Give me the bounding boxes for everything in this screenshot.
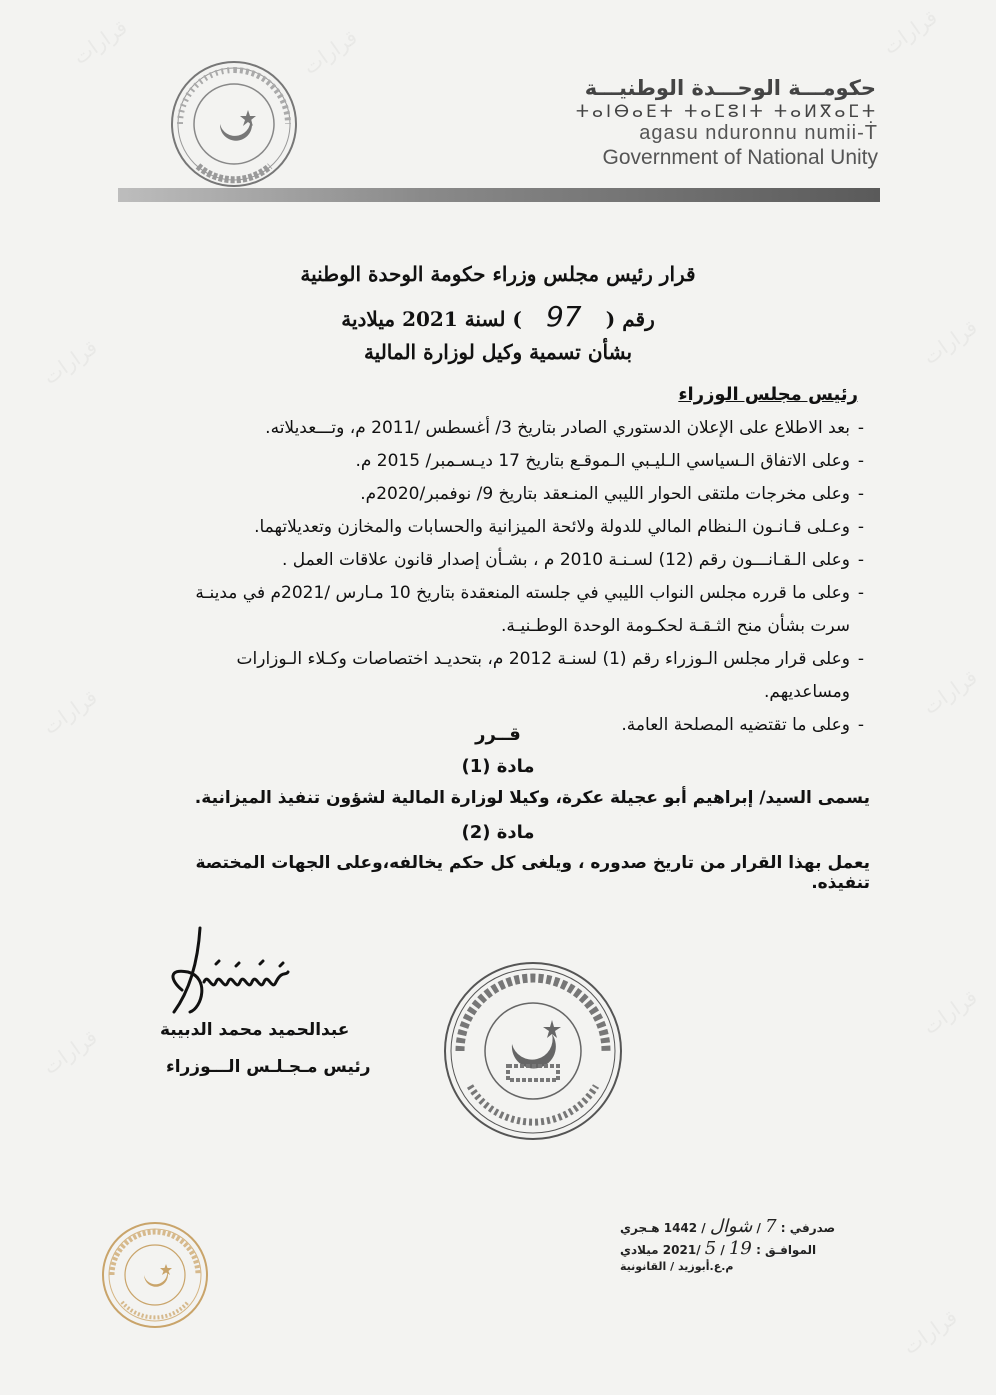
- signatory-name: عبدالحميد محمد الدبيبة: [160, 1020, 350, 1040]
- government-seal-stamp: [168, 58, 300, 190]
- bullet-dash: -: [857, 583, 865, 603]
- bullet-dash: -: [857, 550, 865, 570]
- decree-title: قرار رئيس مجلس وزراء حكومة الوحدة الوطنية: [300, 262, 696, 286]
- bullet-dash: -: [857, 517, 865, 537]
- decision-heading: قــرر: [475, 724, 521, 745]
- header-gov-tifinagh: ⵜⴰⵏⴱⴰⴹⵜ ⵜⴰⵎⵓⵏⵜ ⵜⴰⵍⴳⴰⵎⵜ: [575, 102, 878, 122]
- bullet-dash: -: [857, 715, 865, 735]
- watermark: قرارات: [38, 1024, 102, 1080]
- section-head: رئيس مجلس الوزراء: [678, 384, 858, 405]
- bullet-dash: -: [857, 451, 865, 471]
- list-item: - وعلى الـقـانـــون رقم (12) لسـنـة 2010 م ، بشـأن إصدار قانون علاقات العمل .: [152, 544, 872, 577]
- header-gov-english: Government of National Unity: [602, 146, 878, 169]
- issued-month: شوال: [709, 1216, 753, 1237]
- footer-reference: م.ع.أبوزيد / القانونية: [620, 1260, 734, 1273]
- watermark: قرارات: [918, 314, 982, 370]
- decree-number-line: [200, 300, 796, 333]
- watermark: قرارات: [298, 24, 362, 80]
- number-prefix: رقم (: [605, 307, 655, 331]
- header-gov-berber: agasu nduronnu numii-Ṫ: [639, 122, 878, 144]
- header-gov-arabic: حكومـــة الوحـــدة الوطنيـــة: [584, 76, 876, 100]
- article-1-title: مادة (1): [461, 756, 535, 777]
- watermark: قرارات: [898, 1304, 962, 1360]
- bullet-dash: -: [857, 484, 865, 504]
- finance-ministry-stamp: [100, 1220, 210, 1330]
- bullet-dash: -: [857, 649, 865, 669]
- article-2-text: يعمل بهذا القرار من تاريخ صدوره ، ويلغى كل حكم يخالفه،وعلى الجهات المختصة تنفيذه.: [195, 853, 870, 893]
- watermark: قرارات: [68, 14, 132, 70]
- corr-month: 5: [704, 1238, 717, 1259]
- preamble-clauses: [152, 412, 872, 742]
- watermark: قرارات: [878, 4, 942, 60]
- watermark: قرارات: [38, 334, 102, 390]
- decree-number: 97: [545, 300, 582, 333]
- footer-corresponding-date: الموافـق : 19 / 5 /2021 ميلادي: [620, 1238, 817, 1259]
- article-2-title: مادة (2): [461, 822, 535, 843]
- list-item: - وعـلى قـانـون الـنظام المالي للدولة ولائحة الميزانية والحسابات والمخازن وتعديلاتهما.: [152, 511, 872, 544]
- watermark: قرارات: [38, 684, 102, 740]
- header-divider: [118, 188, 880, 202]
- list-item: - وعلى ما تقتضيه المصلحة العامة.: [152, 709, 872, 742]
- bullet-dash: -: [857, 418, 865, 438]
- watermark: قرارات: [918, 664, 982, 720]
- corr-day: 19: [728, 1238, 752, 1259]
- list-item: - وعلى الاتفاق الـسياسي الـليـبي الـموقـع بتاريخ 17 ديـسـمبر/ 2015 م.: [152, 445, 872, 478]
- decisions-office-stamp: [440, 958, 626, 1144]
- issued-day: 7: [765, 1216, 777, 1237]
- list-item: - وعلى ما قرره مجلس النواب الليبي في جلسته المنعقدة بتاريخ 10 مـارس /2021م في مدينـة سرت بشأن منح الثـقـة لحكـومة الوحدة الوطـنيـة.: [152, 577, 872, 643]
- list-item: - بعد الاطلاع على الإعلان الدستوري الصادر بتاريخ 3/ أغسطس /2011 م، وتـــعديلاته.: [152, 412, 872, 445]
- article-1-text: يسمى السيد/ إبراهيم أبو عجيلة عكرة، وكيلا لوزارة المالية لشؤون تنفيذ الميزانية.: [194, 788, 870, 808]
- decree-subject: بشأن تسمية وكيل لوزارة المالية: [363, 340, 633, 364]
- footer-issued-date: صدرفي : 7 / شوال / 1442 هـجري: [620, 1216, 836, 1237]
- handwritten-signature: [160, 920, 330, 1020]
- list-item: - وعلى مخرجات ملتقى الحوار الليبي المنـعقد بتاريخ 9/ نوفمبر/2020م.: [152, 478, 872, 511]
- signatory-title: رئيس مـجـلـس الـــوزراء: [166, 1057, 371, 1077]
- list-item: - وعلى قرار مجلس الـوزراء رقم (1) لسنـة 2012 م، بتحديـد اختصاصات وكـلاء الـوزارات ومساعديهم.: [152, 643, 872, 709]
- watermark: قرارات: [918, 984, 982, 1040]
- number-suffix: ) لسنة 2021 ميلادية: [341, 307, 522, 331]
